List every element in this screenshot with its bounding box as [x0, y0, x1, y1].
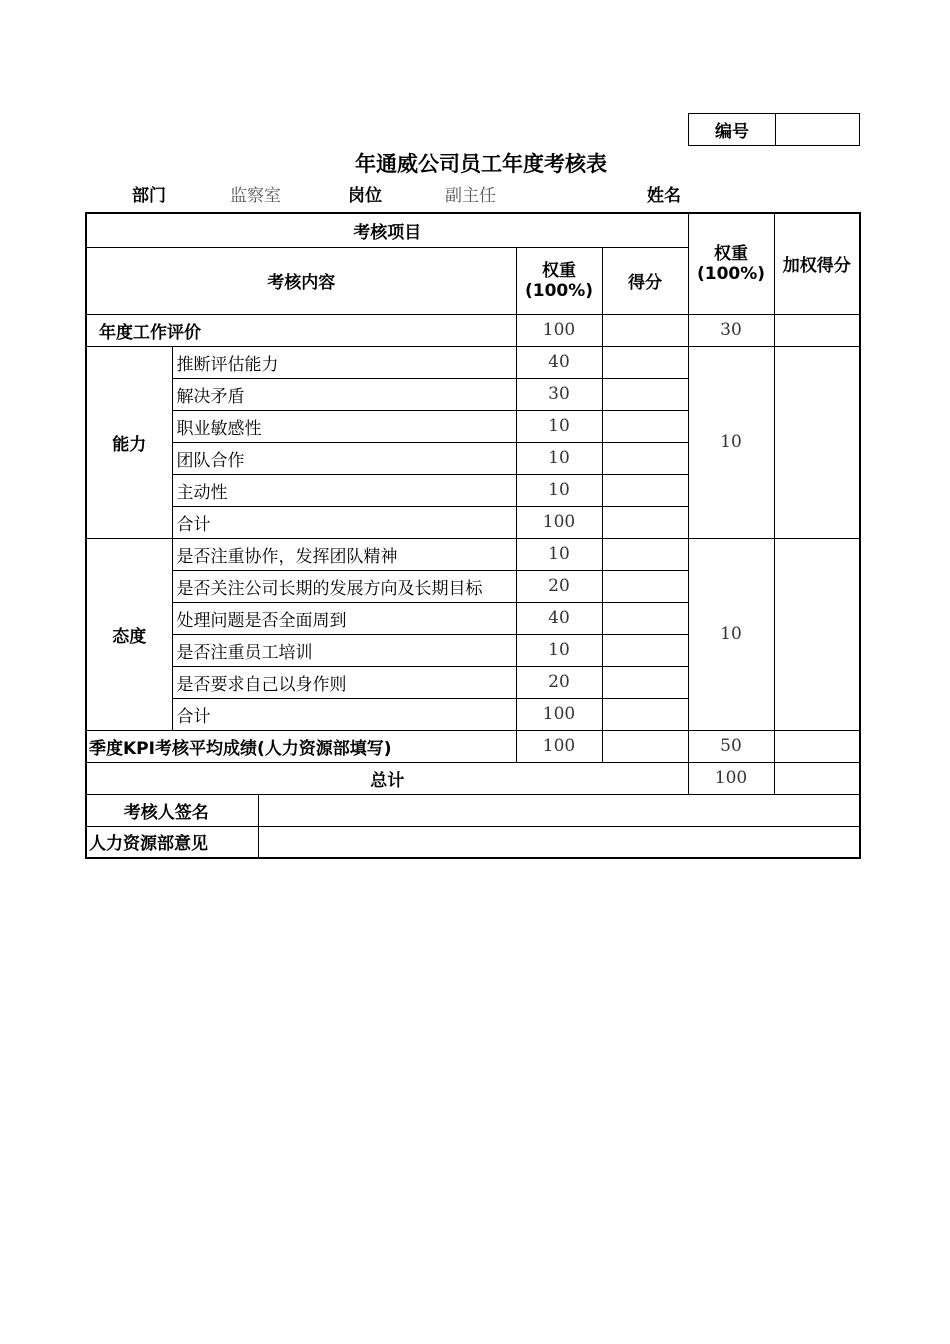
annual-label: 年度工作评价	[86, 314, 516, 346]
header-content: 考核内容	[86, 247, 516, 314]
ability-label: 能力	[86, 346, 172, 538]
attitude-item-name: 是否注重协作，发挥团队精神	[172, 538, 516, 570]
table-row	[86, 538, 860, 570]
dept-value: 监察室	[230, 186, 281, 206]
kpi-label: 季度KPI考核平均成绩(人力资源部填写)	[86, 730, 516, 762]
attitude-section-weight: 10	[688, 538, 774, 730]
ability-item-name: 推断评估能力	[172, 346, 516, 378]
reviewer-signature-field[interactable]	[258, 794, 860, 826]
kpi-section-weight: 50	[688, 730, 774, 762]
total-label: 总计	[86, 762, 688, 794]
header-section-weight	[688, 213, 774, 314]
ability-item-weight: 10	[516, 410, 602, 442]
attitude-item-weight: 10	[516, 538, 602, 570]
attitude-item-weight: 20	[516, 570, 602, 602]
appraisal-table	[85, 212, 861, 859]
ability-item-score-cell[interactable]	[602, 378, 688, 410]
ability-item-name: 团队合作	[172, 442, 516, 474]
ability-subtotal-score-cell[interactable]	[602, 506, 688, 538]
attitude-item-name: 处理问题是否全面周到	[172, 602, 516, 634]
attitude-item-score-cell[interactable]	[602, 666, 688, 698]
ability-item-name: 主动性	[172, 474, 516, 506]
ability-item-score-cell[interactable]	[602, 442, 688, 474]
ability-item-score-cell[interactable]	[602, 410, 688, 442]
ability-item-weight: 10	[516, 474, 602, 506]
ability-subtotal-label: 合计	[172, 506, 516, 538]
reviewer-signature-label: 考核人签名	[86, 794, 258, 826]
kpi-weight: 100	[516, 730, 602, 762]
ability-item-score-cell[interactable]	[602, 346, 688, 378]
position-label: 岗位	[348, 186, 382, 206]
attitude-item-weight: 40	[516, 602, 602, 634]
ability-weighted-score-cell[interactable]	[774, 346, 860, 538]
header-project: 考核项目	[86, 213, 688, 247]
kpi-score-cell[interactable]	[602, 730, 688, 762]
ability-item-name: 解决矛盾	[172, 378, 516, 410]
ability-subtotal-weight: 100	[516, 506, 602, 538]
attitude-item-name: 是否注重员工培训	[172, 634, 516, 666]
header-weight2-label: 权重	[714, 243, 748, 264]
attitude-item-score-cell[interactable]	[602, 634, 688, 666]
header-weighted-score: 加权得分	[774, 213, 860, 314]
annual-section-weight: 30	[688, 314, 774, 346]
attitude-item-weight: 20	[516, 666, 602, 698]
header-item-weight	[516, 247, 602, 314]
total-weighted-score-cell[interactable]	[774, 762, 860, 794]
kpi-weighted-score-cell[interactable]	[774, 730, 860, 762]
attitude-weighted-score-cell[interactable]	[774, 538, 860, 730]
attitude-item-name: 是否关注公司长期的发展方向及长期目标	[172, 570, 516, 602]
attitude-label: 态度	[86, 538, 172, 730]
annual-weight: 100	[516, 314, 602, 346]
ability-item-name: 职业敏感性	[172, 410, 516, 442]
annual-score-cell[interactable]	[602, 314, 688, 346]
total-section-weight: 100	[688, 762, 774, 794]
ability-item-weight: 40	[516, 346, 602, 378]
attitude-subtotal-label: 合计	[172, 698, 516, 730]
code-label: 编号	[689, 114, 776, 145]
header-score: 得分	[602, 247, 688, 314]
header-weight2-pct: (100%)	[696, 263, 766, 284]
position-value: 副主任	[445, 186, 496, 206]
attitude-item-weight: 10	[516, 634, 602, 666]
dept-label: 部门	[132, 186, 166, 206]
code-value-field[interactable]	[776, 114, 859, 145]
attitude-item-score-cell[interactable]	[602, 602, 688, 634]
attitude-item-score-cell[interactable]	[602, 570, 688, 602]
ability-item-score-cell[interactable]	[602, 474, 688, 506]
code-box	[688, 113, 860, 146]
attitude-item-name: 是否要求自己以身作则	[172, 666, 516, 698]
attitude-item-score-cell[interactable]	[602, 538, 688, 570]
ability-item-weight: 10	[516, 442, 602, 474]
header-weight-label: 权重	[542, 260, 576, 281]
ability-item-weight: 30	[516, 378, 602, 410]
header-weight-pct: (100%)	[524, 280, 594, 301]
attitude-subtotal-weight: 100	[516, 698, 602, 730]
table-row	[86, 346, 860, 378]
annual-weighted-score-cell[interactable]	[774, 314, 860, 346]
name-label: 姓名	[647, 186, 681, 206]
attitude-subtotal-score-cell[interactable]	[602, 698, 688, 730]
page-title: 年通威公司员工年度考核表	[355, 152, 607, 176]
hr-opinion-label: 人力资源部意见	[86, 826, 258, 858]
ability-section-weight: 10	[688, 346, 774, 538]
hr-opinion-field[interactable]	[258, 826, 860, 858]
